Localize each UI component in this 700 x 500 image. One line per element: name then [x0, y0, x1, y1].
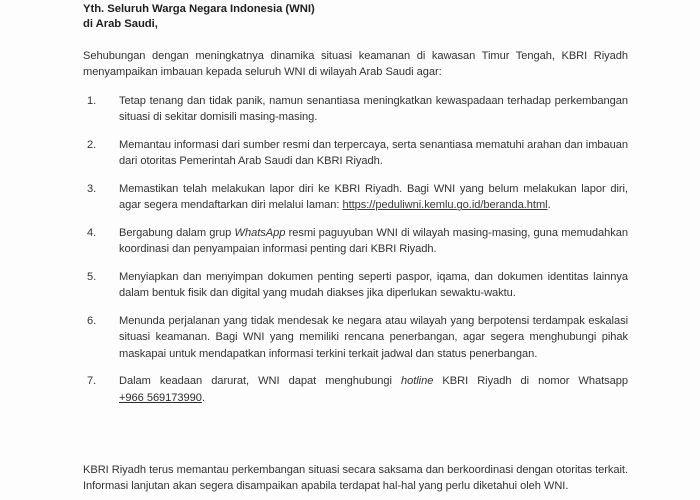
list-item-number: 5.	[87, 271, 97, 283]
list-item-number: 7.	[87, 375, 97, 388]
list-item-text	[119, 181, 628, 214]
list-item-number: 1.	[87, 95, 97, 107]
addressee-line-2: di Arab Saudi,	[83, 18, 158, 31]
addressee-line-1: Yth. Seluruh Warga Negara Indonesia (WNI)	[83, 3, 315, 15]
list-item-text: Memantau informasi dari sumber resmi dan terpercaya, serta senantiasa mematuhi arahan dan imbauan dari otoritas Pemerintah Arab Saudi dan KBRI Riyadh.	[119, 139, 628, 168]
list-item-text-tail: .	[201, 391, 205, 404]
hotline-phone-number[interactable]: +966 569173990	[119, 391, 202, 404]
list-item-number: 6.	[87, 315, 97, 327]
list-item-text	[119, 373, 628, 406]
advisory-list	[83, 93, 628, 406]
list-item	[83, 181, 628, 214]
list-item-text-lead: Dalam keadaan darurat, WNI dapat menghubungi	[119, 375, 401, 388]
list-item-text	[119, 225, 628, 258]
list-item-text: Menyiapkan dan menyimpan dokumen penting seperti paspor, iqama, dan dokumen identitas lainnya dalam bentuk fisik dan digital yang mudah diakses jika diperlukan sewaktu-waktu.	[119, 271, 628, 300]
closing-paragraph: KBRI Riyadh terus memantau perkembangan situasi secara saksama dan berkoordinasi dengan otoritas terkait. Informasi lanjutan akan segera disampaikan apabila terdapat hal-hal yang perlu diketahui oleh WNI.	[83, 464, 628, 493]
list-item	[83, 269, 628, 302]
list-item	[83, 225, 628, 258]
list-item-text-tail: .	[547, 199, 551, 212]
addressee-block	[83, 2, 628, 32]
whatsapp-emphasis: WhatsApp	[234, 227, 286, 239]
list-item-text-lead: Memastikan telah melakukan lapor diri ke KBRI Riyadh. Bagi WNI yang belum melakukan lapor diri, agar segera mendaftarkan diri melalui laman:	[119, 183, 628, 212]
intro-paragraph: Sehubungan dengan meningkatnya dinamika situasi keamanan di kawasan Timur Tengah, KBRI Riyadh menyampaikan imbauan kepada seluruh WNI di wilayah Arab Saudi agar:	[83, 50, 628, 79]
list-item	[83, 93, 628, 126]
list-item	[83, 373, 628, 406]
list-item-number: 4.	[87, 227, 97, 239]
list-item-text-mid: KBRI Riyadh di nomor Whatsapp	[433, 375, 628, 388]
list-item-number: 2.	[87, 139, 97, 151]
list-item-number: 3.	[87, 183, 97, 195]
list-item-text: Menunda perjalanan yang tidak mendesak ke negara atau wilayah yang berpotensi terdampak eskalasi situasi keamanan. Bagi WNI yang memiliki rencana penerbangan, agar segera menghubungi pihak maskapai untuk mendapatkan informasi terkini terkait jadwal dan status penerbangan.	[119, 315, 628, 360]
list-item	[83, 137, 628, 170]
peduliwni-link[interactable]: https://peduliwni.kemlu.go.id/beranda.html	[342, 199, 548, 212]
list-item-text: Tetap tenang dan tidak panik, namun senantiasa meningkatkan kewaspadaan terhadap perkembangan situasi di sekitar domisili masing-masing.	[119, 95, 628, 124]
list-item	[83, 313, 628, 362]
list-item-text-tail: resmi paguyuban WNI di wilayah masing-masing, guna memudahkan koordinasi dan penyampaian informasi penting dari KBRI Riyadh.	[119, 227, 628, 256]
list-item-text-lead: Bergabung dalam grup	[119, 227, 235, 239]
hotline-emphasis: hotline	[401, 375, 434, 388]
